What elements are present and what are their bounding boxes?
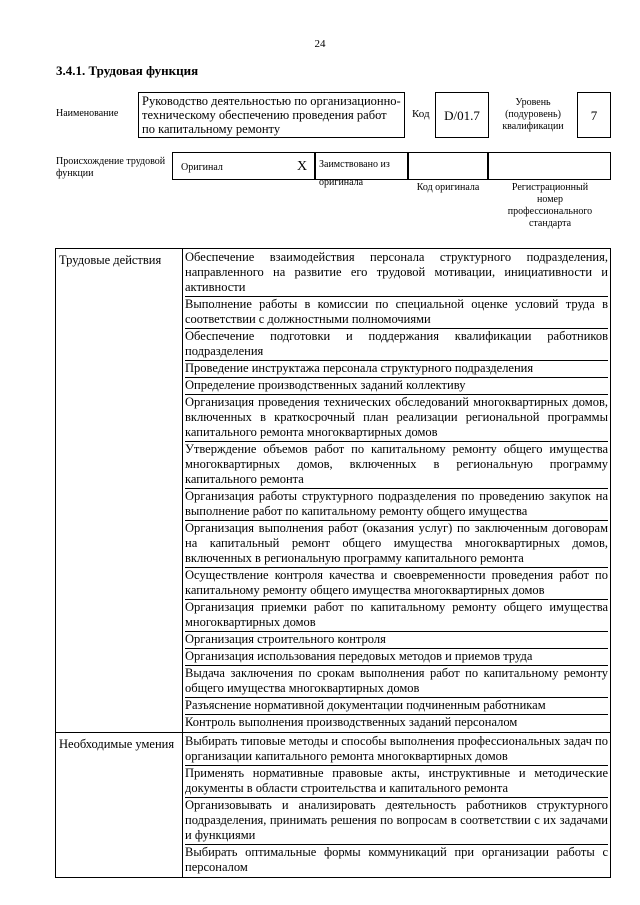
section-header: Необходимые умения bbox=[56, 733, 183, 878]
list-item: Обеспечение подготовки и поддержания квалификации работников подразделения bbox=[185, 329, 608, 361]
list-item: Утверждение объемов работ по капитальному ремонту общего имущества многоквартирных домов, включенных в региональную программу капитального ремонта bbox=[185, 442, 608, 489]
list-item: Выполнение работы в комиссии по специальной оценке условий труда в соответствии с должностными полномочиями bbox=[185, 297, 608, 329]
list-item: Организация строительного контроля bbox=[185, 632, 608, 649]
list-item: Организация работы структурного подразделения по проведению закупок на выполнение работ по капитальному ремонту общего имущества bbox=[185, 489, 608, 521]
list-item: Определение производственных заданий коллективу bbox=[185, 378, 608, 395]
list-item: Применять нормативные правовые акты, инструктивные и методические документы в области строительства и капитального ремонта bbox=[185, 766, 608, 798]
section-header: Трудовые действия bbox=[56, 249, 183, 733]
function-table bbox=[55, 248, 611, 878]
original-box bbox=[172, 152, 315, 180]
labor-actions-row bbox=[56, 249, 611, 733]
function-name-box bbox=[138, 92, 405, 138]
original-mark: X bbox=[297, 159, 308, 174]
list-item: Разъяснение нормативной документации подчиненным работникам bbox=[185, 698, 608, 715]
list-item: Выбирать оптимальные формы коммуникаций при организации работы с персоналом bbox=[185, 845, 608, 874]
list-item: Организация использования передовых методов и приемов труда bbox=[185, 649, 608, 666]
origin-label: Происхождение трудовой функции bbox=[56, 156, 166, 179]
list-item: Осуществление контроля качества и своевременности проведения работ по капитальному ремонту общего имущества многоквартирных домов bbox=[185, 568, 608, 600]
code-value: D/01.7 bbox=[444, 108, 480, 123]
list-item: Организация выполнения работ (оказания услуг) по заключенным договорам на капитальный ремонт общего имущества многоквартирных домов, включенных в региональную программу капитального ремонта bbox=[185, 521, 608, 568]
original-label: Оригинал bbox=[181, 162, 223, 173]
section-items bbox=[183, 249, 611, 733]
code-original-box bbox=[408, 152, 488, 180]
level-value: 7 bbox=[590, 108, 598, 123]
required-skills-row bbox=[56, 733, 611, 878]
section-title: 3.4.1. Трудовая функция bbox=[56, 63, 199, 78]
list-item: Выбирать типовые методы и способы выполнения профессиональных задач по организации капитального ремонта многоквартирных домов bbox=[185, 734, 608, 766]
level-value-box bbox=[577, 92, 611, 138]
code-value-box bbox=[435, 92, 489, 138]
list-item: Организовывать и анализировать деятельность работников структурного подразделения, принимать решения по вопросам в соответствии с их задачами и функциями bbox=[185, 798, 608, 845]
list-item: Обеспечение взаимодействия персонала структурного подразделения, направленного на развитие его трудовой мотивации, инициативности и активности bbox=[185, 250, 608, 297]
section-items bbox=[183, 733, 611, 878]
list-item: Организация проведения технических обследований многоквартирных домов, включенных в краткосрочный план реализации региональной программы капитального ремонта многоквартирных домов bbox=[185, 395, 608, 442]
page-number: 24 bbox=[314, 38, 326, 50]
function-name-value: Руководство деятельностью по организационно-техническому обеспечению проведения работ по капитальному ремонту bbox=[142, 94, 401, 136]
level-label: Уровень (подуровень) квалификации bbox=[502, 97, 564, 132]
reg-number-box bbox=[488, 152, 611, 180]
code-label: Код bbox=[412, 108, 430, 120]
list-item: Выдача заключения по срокам выполнения работ по капитальному ремонту общего имущества многоквартирных домов bbox=[185, 666, 608, 698]
borrowed-box bbox=[315, 152, 408, 188]
name-label: Наименование bbox=[56, 108, 119, 119]
list-item: Контроль выполнения производственных заданий персоналом bbox=[185, 715, 518, 729]
borrowed-label: Заимствовано из оригинала bbox=[319, 159, 390, 188]
list-item: Проведение инструктажа персонала структурного подразделения bbox=[185, 361, 608, 378]
code-original-label: Код оригинала bbox=[416, 182, 480, 193]
list-item: Организация приемки работ по капитальному ремонту общего имущества многоквартирных домов bbox=[185, 600, 608, 632]
reg-number-label: Регистрационный номер профессионального стандарта bbox=[507, 182, 593, 229]
